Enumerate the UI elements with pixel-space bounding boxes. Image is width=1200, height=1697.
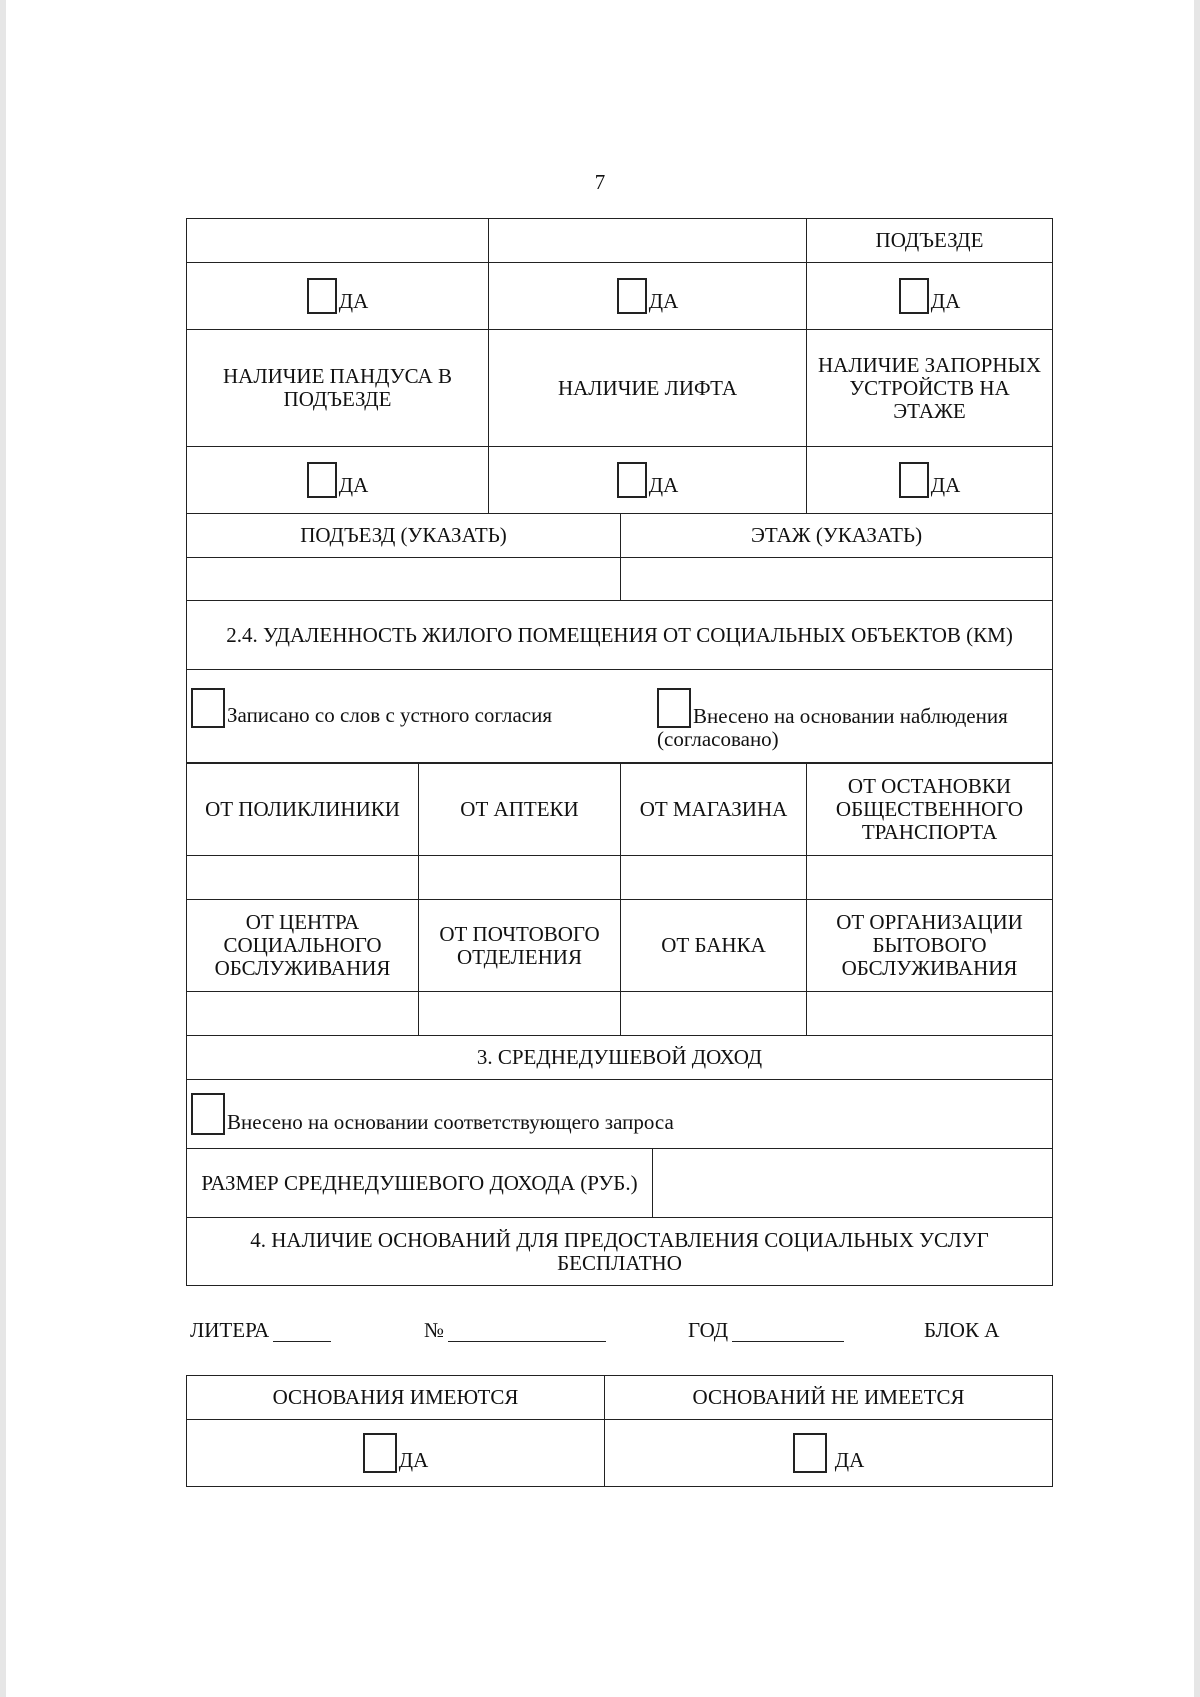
- table-row: [187, 601, 1053, 670]
- table-row: [187, 447, 1053, 514]
- distance-field[interactable]: [807, 856, 1053, 900]
- number-field: [424, 1318, 606, 1342]
- checkbox-a[interactable]: [307, 278, 337, 314]
- distance-header: ОТ ОСТАНОВКИ ОБЩЕСТВЕННОГО ТРАНСПОРТА: [807, 764, 1053, 856]
- income-amount-label: РАЗМЕР СРЕДНЕДУШЕВОГО ДОХОДА (РУБ.): [187, 1149, 653, 1218]
- distance-field[interactable]: [187, 856, 419, 900]
- yes-label: ДА: [338, 473, 369, 497]
- grounds-table: [186, 1375, 1053, 1487]
- floor-number-label: ЭТАЖ (УКАЗАТЬ): [621, 514, 1053, 558]
- table-row: [187, 856, 1053, 900]
- distance-header: ОТ МАГАЗИНА: [621, 764, 807, 856]
- yes-label: ДА: [648, 289, 679, 313]
- year-blank[interactable]: [732, 1321, 844, 1342]
- grounds-have-label: ОСНОВАНИЯ ИМЕЮТСЯ: [187, 1376, 605, 1420]
- table-row: [187, 330, 1053, 447]
- distance-field[interactable]: [621, 992, 807, 1036]
- section-3-title: 3. СРЕДНЕДУШЕВОЙ ДОХОД: [187, 1036, 1053, 1080]
- number-blank[interactable]: [448, 1321, 606, 1342]
- table-row: [187, 558, 1053, 601]
- section-2-4-title: 2.4. УДАЛЕННОСТЬ ЖИЛОГО ПОМЕЩЕНИЯ ОТ СОЦИАЛЬНЫХ ОБЪЕКТОВ (КМ): [187, 601, 1053, 670]
- table-row: [187, 1080, 1053, 1149]
- litera-field: [190, 1318, 331, 1342]
- table-row: [187, 1149, 1053, 1218]
- floor-number-field[interactable]: [621, 558, 1053, 601]
- distance-field[interactable]: [621, 856, 807, 900]
- litera-label: ЛИТЕРА: [190, 1318, 270, 1342]
- observation-label: Внесено на основании наблюдения (согласовано): [657, 704, 1008, 751]
- page-number: 7: [594, 170, 606, 194]
- table-row: [187, 219, 1053, 263]
- section-4-title: 4. НАЛИЧИЕ ОСНОВАНИЙ ДЛЯ ПРЕДОСТАВЛЕНИЯ СОЦИАЛЬНЫХ УСЛУГ БЕСПЛАТНО: [187, 1218, 1053, 1286]
- observation-checkbox[interactable]: [657, 688, 691, 728]
- distance-header: ОТ ПОЛИКЛИНИКИ: [187, 764, 419, 856]
- table-row: [187, 992, 1053, 1036]
- distance-field[interactable]: [807, 992, 1053, 1036]
- grounds-have-not-label: ОСНОВАНИЙ НЕ ИМЕЕТСЯ: [605, 1376, 1053, 1420]
- checkbox-b[interactable]: [617, 278, 647, 314]
- checkbox-c[interactable]: [899, 278, 929, 314]
- yes-label: ДА: [930, 289, 961, 313]
- distance-field[interactable]: [419, 992, 621, 1036]
- ramp-checkbox[interactable]: [307, 462, 337, 498]
- lift-checkbox[interactable]: [617, 462, 647, 498]
- yes-label: ДА: [338, 289, 369, 313]
- litera-blank[interactable]: [273, 1321, 331, 1342]
- year-label: ГОД: [688, 1318, 729, 1342]
- yes-label: ДА: [398, 1448, 429, 1472]
- entrance-number-label: ПОДЪЕЗД (УКАЗАТЬ): [187, 514, 621, 558]
- table-row: [187, 900, 1053, 992]
- table-row: [187, 764, 1053, 856]
- income-amount-field[interactable]: [653, 1149, 1053, 1218]
- locks-checkbox[interactable]: [899, 462, 929, 498]
- income-request-label: Внесено на основании соответствующего запроса: [227, 1110, 674, 1134]
- yes-label: ДА: [930, 473, 961, 497]
- grounds-have-checkbox[interactable]: [363, 1433, 397, 1473]
- yes-label: ДА: [648, 473, 679, 497]
- lift-label: НАЛИЧИЕ ЛИФТА: [489, 330, 807, 447]
- ramp-label: НАЛИЧИЕ ПАНДУСА В ПОДЪЕЗДЕ: [187, 330, 489, 447]
- distance-table: [186, 763, 1053, 1036]
- distance-header: ОТ ЦЕНТРА СОЦИАЛЬНОГО ОБСЛУЖИВАНИЯ: [187, 900, 419, 992]
- distance-header: ОТ БАНКА: [621, 900, 807, 992]
- locks-label: НАЛИЧИЕ ЗАПОРНЫХ УСТРОЙСТВ НА ЭТАЖЕ: [807, 330, 1053, 447]
- entrance-number-field[interactable]: [187, 558, 621, 601]
- income-request-checkbox[interactable]: [191, 1093, 225, 1135]
- yes-label: ДА: [834, 1448, 865, 1472]
- distance-header: ОТ АПТЕКИ: [419, 764, 621, 856]
- distance-field[interactable]: [187, 992, 419, 1036]
- table-row: [187, 1420, 1053, 1487]
- table-row: [187, 514, 1053, 558]
- table-row: [187, 670, 1053, 763]
- table-row: [187, 1218, 1053, 1286]
- entrance-header-label: ПОДЪЕЗДЕ: [807, 219, 1053, 263]
- document-page: [6, 0, 1194, 1697]
- main-form-table: [186, 218, 1053, 763]
- income-table: [186, 1035, 1053, 1286]
- table-row: [187, 263, 1053, 330]
- table-row: [187, 1036, 1053, 1080]
- oral-consent-label: Записано со слов с устного согласия: [227, 703, 552, 727]
- distance-header: ОТ ПОЧТОВОГО ОТДЕЛЕНИЯ: [419, 900, 621, 992]
- number-label: №: [424, 1318, 445, 1342]
- distance-header: ОТ ОРГАНИЗАЦИИ БЫТОВОГО ОБСЛУЖИВАНИЯ: [807, 900, 1053, 992]
- distance-field[interactable]: [419, 856, 621, 900]
- table-row: [187, 1376, 1053, 1420]
- grounds-have-not-checkbox[interactable]: [793, 1433, 827, 1473]
- year-field: [688, 1318, 844, 1342]
- oral-consent-checkbox[interactable]: [191, 688, 225, 728]
- block-label: БЛОК А: [924, 1318, 1000, 1342]
